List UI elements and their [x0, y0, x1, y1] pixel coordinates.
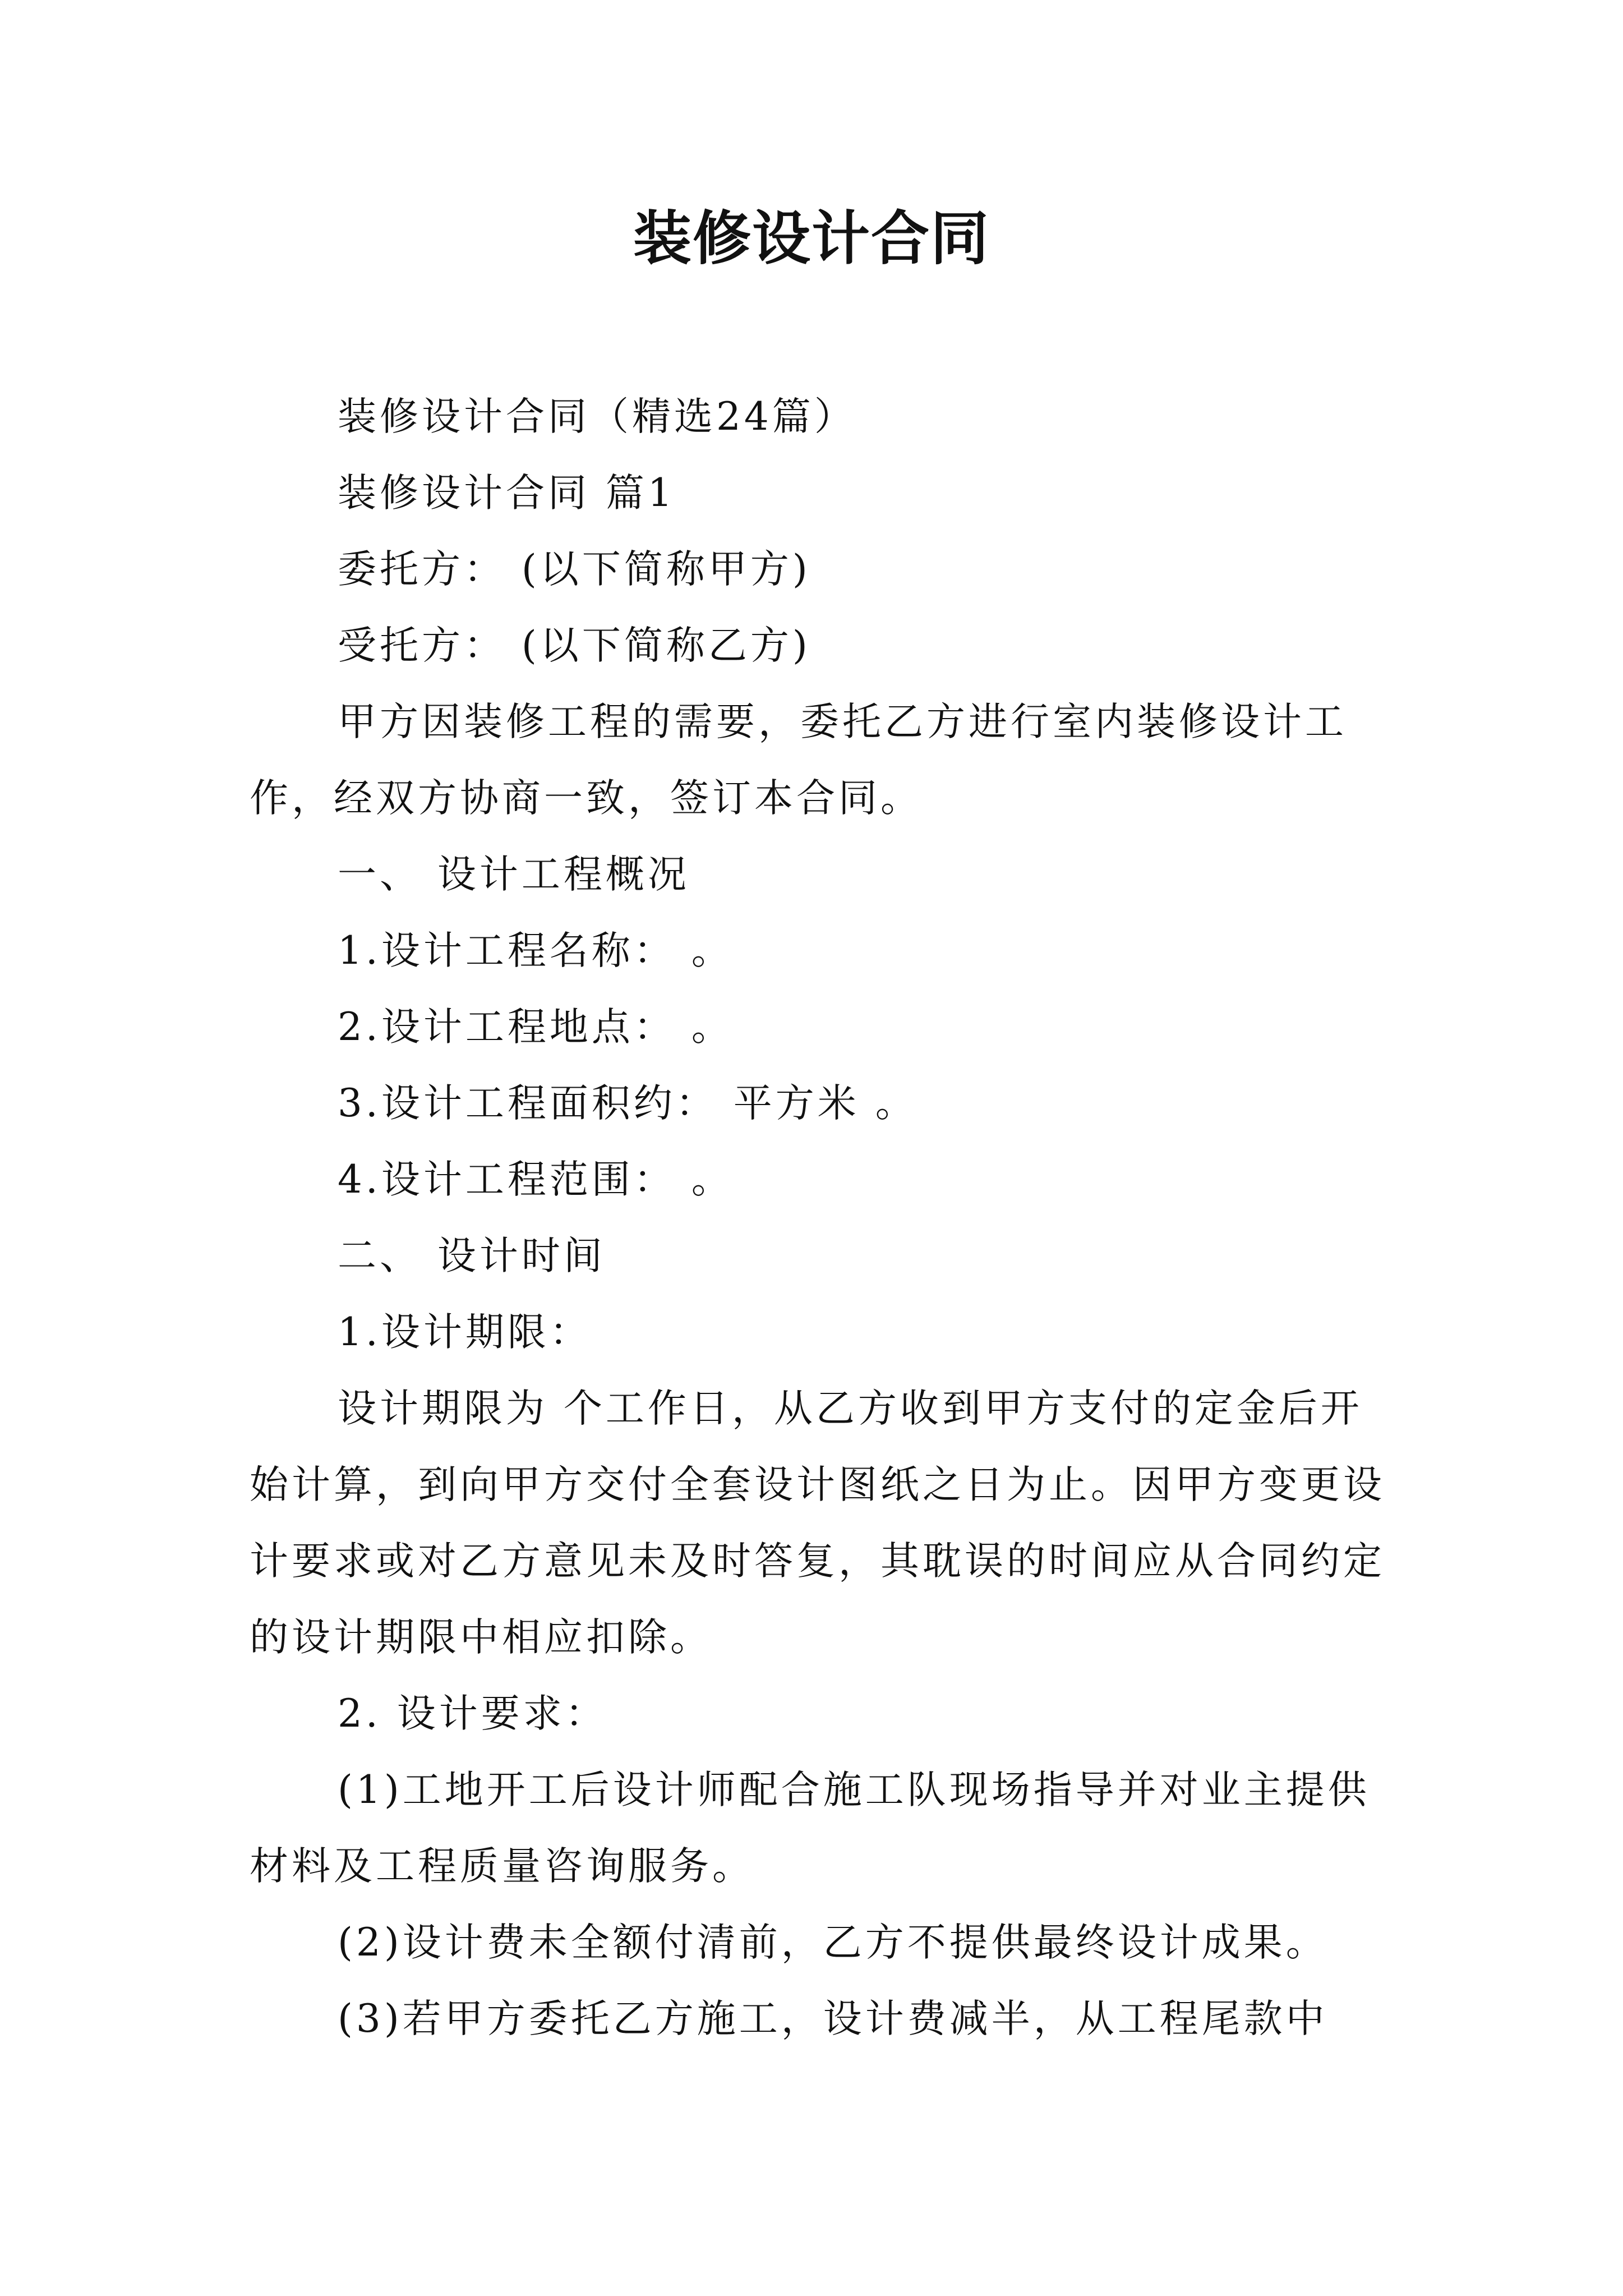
paragraph-requirement-1: (1)工地开工后设计师配合施工队现场指导并对业主提供材料及工程质量咨询服务。 — [250, 1768, 1370, 1889]
paragraph-design-period-text: 设计期限为 个工作日，从乙方收到甲方支付的定金后开始计算，到向甲方交付全套设计图纸之日为止。因甲方变更设计要求或对乙方意见未及时答复，其耽误的时间应从合同约定的设计期限中相应扣除。 — [250, 1386, 1385, 1660]
paragraph-requirement-3: (3)若甲方委托乙方施工，设计费减半，从工程尾款中 — [338, 1996, 1328, 2041]
document-title: 装修设计合同 — [633, 204, 990, 273]
heading-project-overview: 一、 设计工程概况 — [338, 852, 690, 897]
paragraph-section-heading: 装修设计合同 篇1 — [338, 471, 676, 516]
paragraph-project-location: 2.设计工程地点： 。 — [338, 1005, 734, 1050]
paragraph-client: 委托方： (以下简称甲方) — [338, 547, 811, 592]
document-body — [250, 379, 1388, 2057]
paragraph-requirement-2: (2)设计费未全额付清前，乙方不提供最终设计成果。 — [338, 1920, 1328, 1965]
paragraph-project-name: 1.设计工程名称： 。 — [338, 928, 734, 973]
paragraph-design-requirements: 2. 设计要求： — [338, 1691, 607, 1736]
paragraph-subtitle: 装修设计合同（精选24篇） — [338, 394, 856, 439]
paragraph-intro: 甲方因装修工程的需要，委托乙方进行室内装修设计工作，经双方协商一致，签订本合同。 — [250, 700, 1347, 821]
paragraph-project-scope: 4.设计工程范围： 。 — [338, 1157, 734, 1202]
paragraph-contractor: 受托方： (以下简称乙方) — [338, 623, 811, 668]
heading-design-time: 二、 设计时间 — [338, 1234, 606, 1278]
paragraph-design-period-label: 1.设计期限： — [338, 1310, 592, 1355]
paragraph-project-area: 3.设计工程面积约： 平方米 。 — [338, 1081, 917, 1126]
